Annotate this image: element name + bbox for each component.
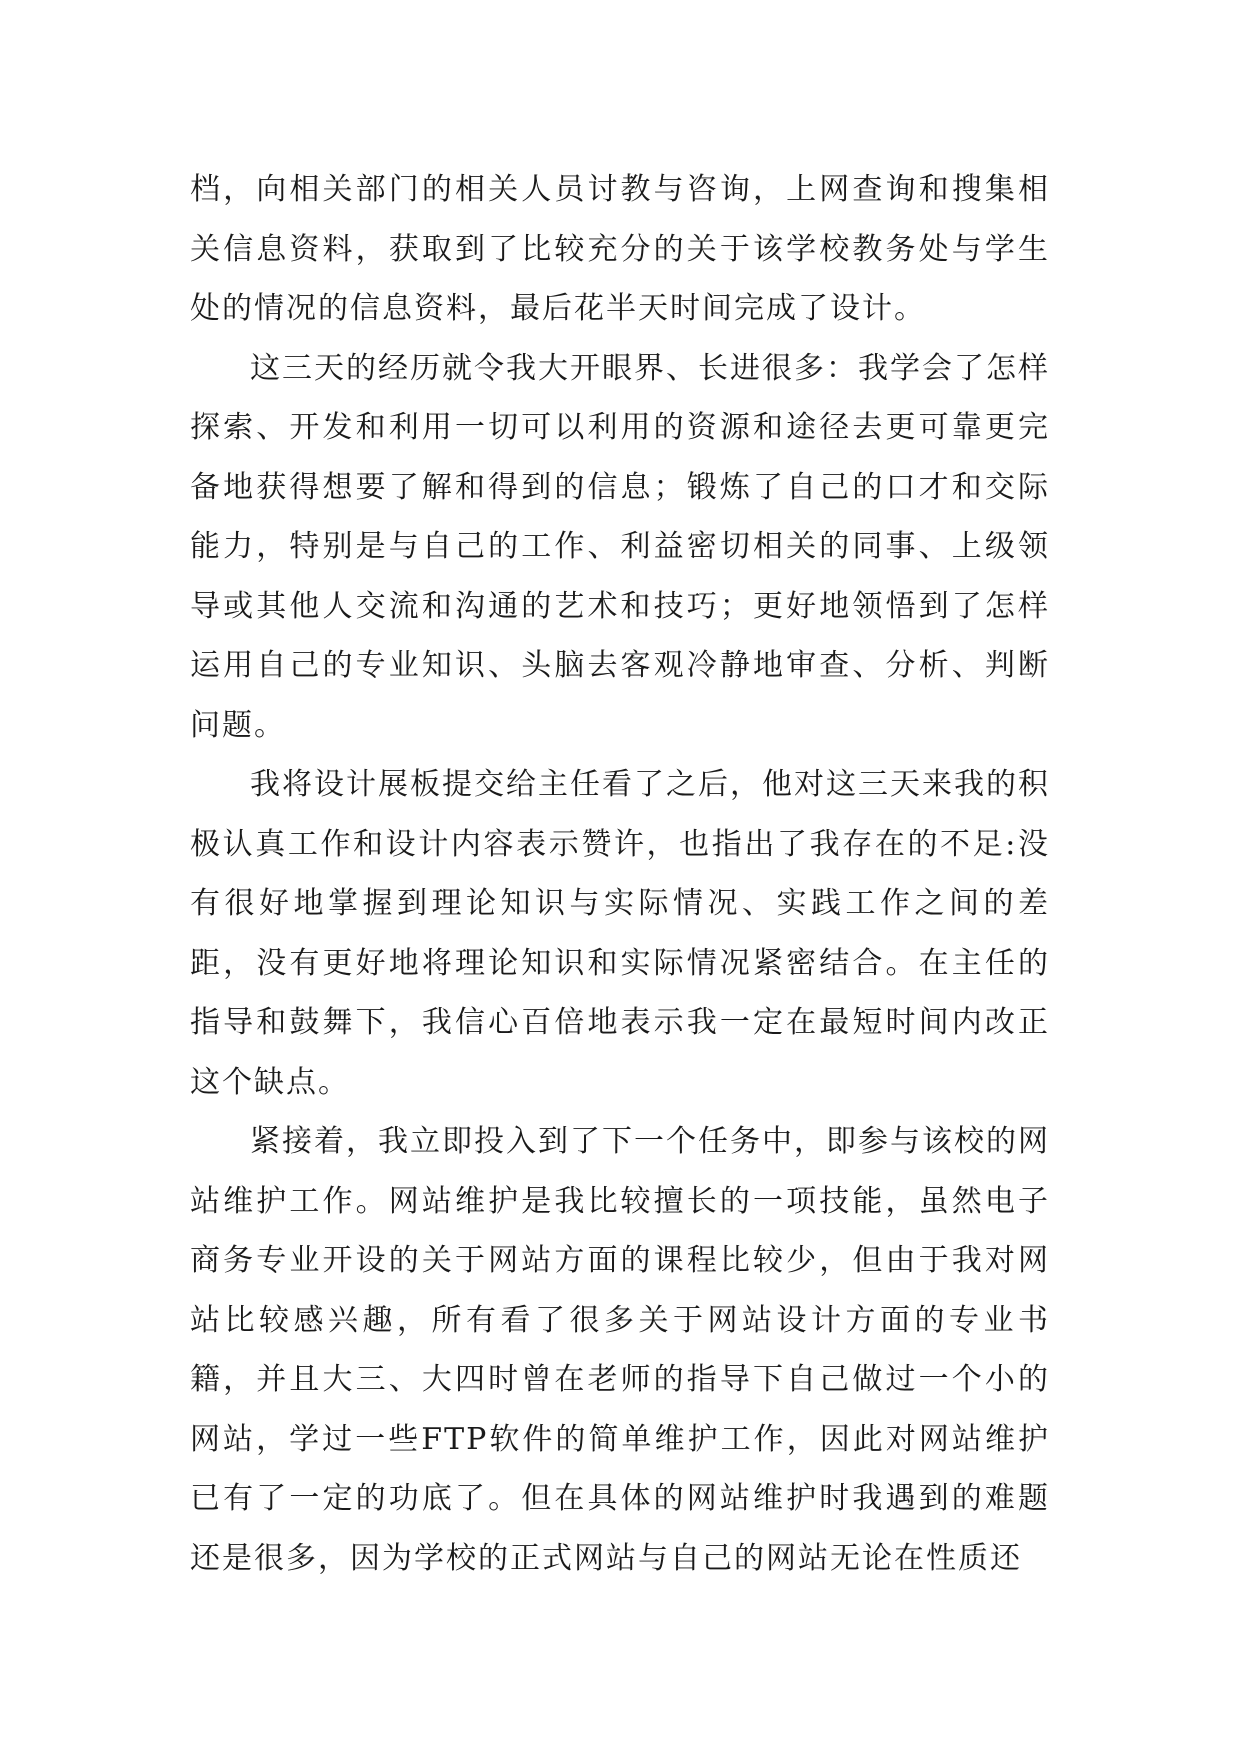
paragraph-feedback: 我将设计展板提交给主任看了之后，他对这三天来我的积极认真工作和设计内容表示赞许，也指出了我存在的不足:没有很好地掌握到理论知识与实际情况、实践工作之间的差距，没有更好地将理论知识和实际情况紧密结合。在主任的指导和鼓舞下，我信心百倍地表示我一定在最短时间内改正这个缺点。 [190, 767, 1050, 1100]
paragraph-website-maintenance: 紧接着，我立即投入到了下一个任务中，即参与该校的网站维护工作。网站维护是我比较擅长的一项技能，虽然电子商务专业开设的关于网站方面的课程比较少，但由于我对网站比较感兴趣，所有看了很多关于网站设计方面的专业书籍，并且大三、大四时曾在老师的指导下自己做过一个小的网站，学过一些FTP软件的简单维护工作，因此对网站维护已有了一定的功底了。但在具体的网站维护时我遇到的难题还是很多，因为学校的正式网站与自己的网站无论在性质还 [190, 1124, 1050, 1576]
paragraph-experience: 这三天的经历就令我大开眼界、长进很多：我学会了怎样探索、开发和利用一切可以利用的资源和途径去更可靠更完备地获得想要了解和得到的信息；锻炼了自己的口才和交际能力，特别是与自己的工作、利益密切相关的同事、上级领导或其他人交流和沟通的艺术和技巧；更好地领悟到了怎样运用自己的专业知识、头脑去客观冷静地审查、分析、判断问题。 [190, 350, 1050, 743]
paragraph-continued: 档，向相关部门的相关人员讨教与咨询，上网查询和搜集相关信息资料，获取到了比较充分的关于该学校教务处与学生处的情况的信息资料，最后花半天时间完成了设计。 [190, 172, 1050, 326]
document-body [190, 160, 1050, 1588]
